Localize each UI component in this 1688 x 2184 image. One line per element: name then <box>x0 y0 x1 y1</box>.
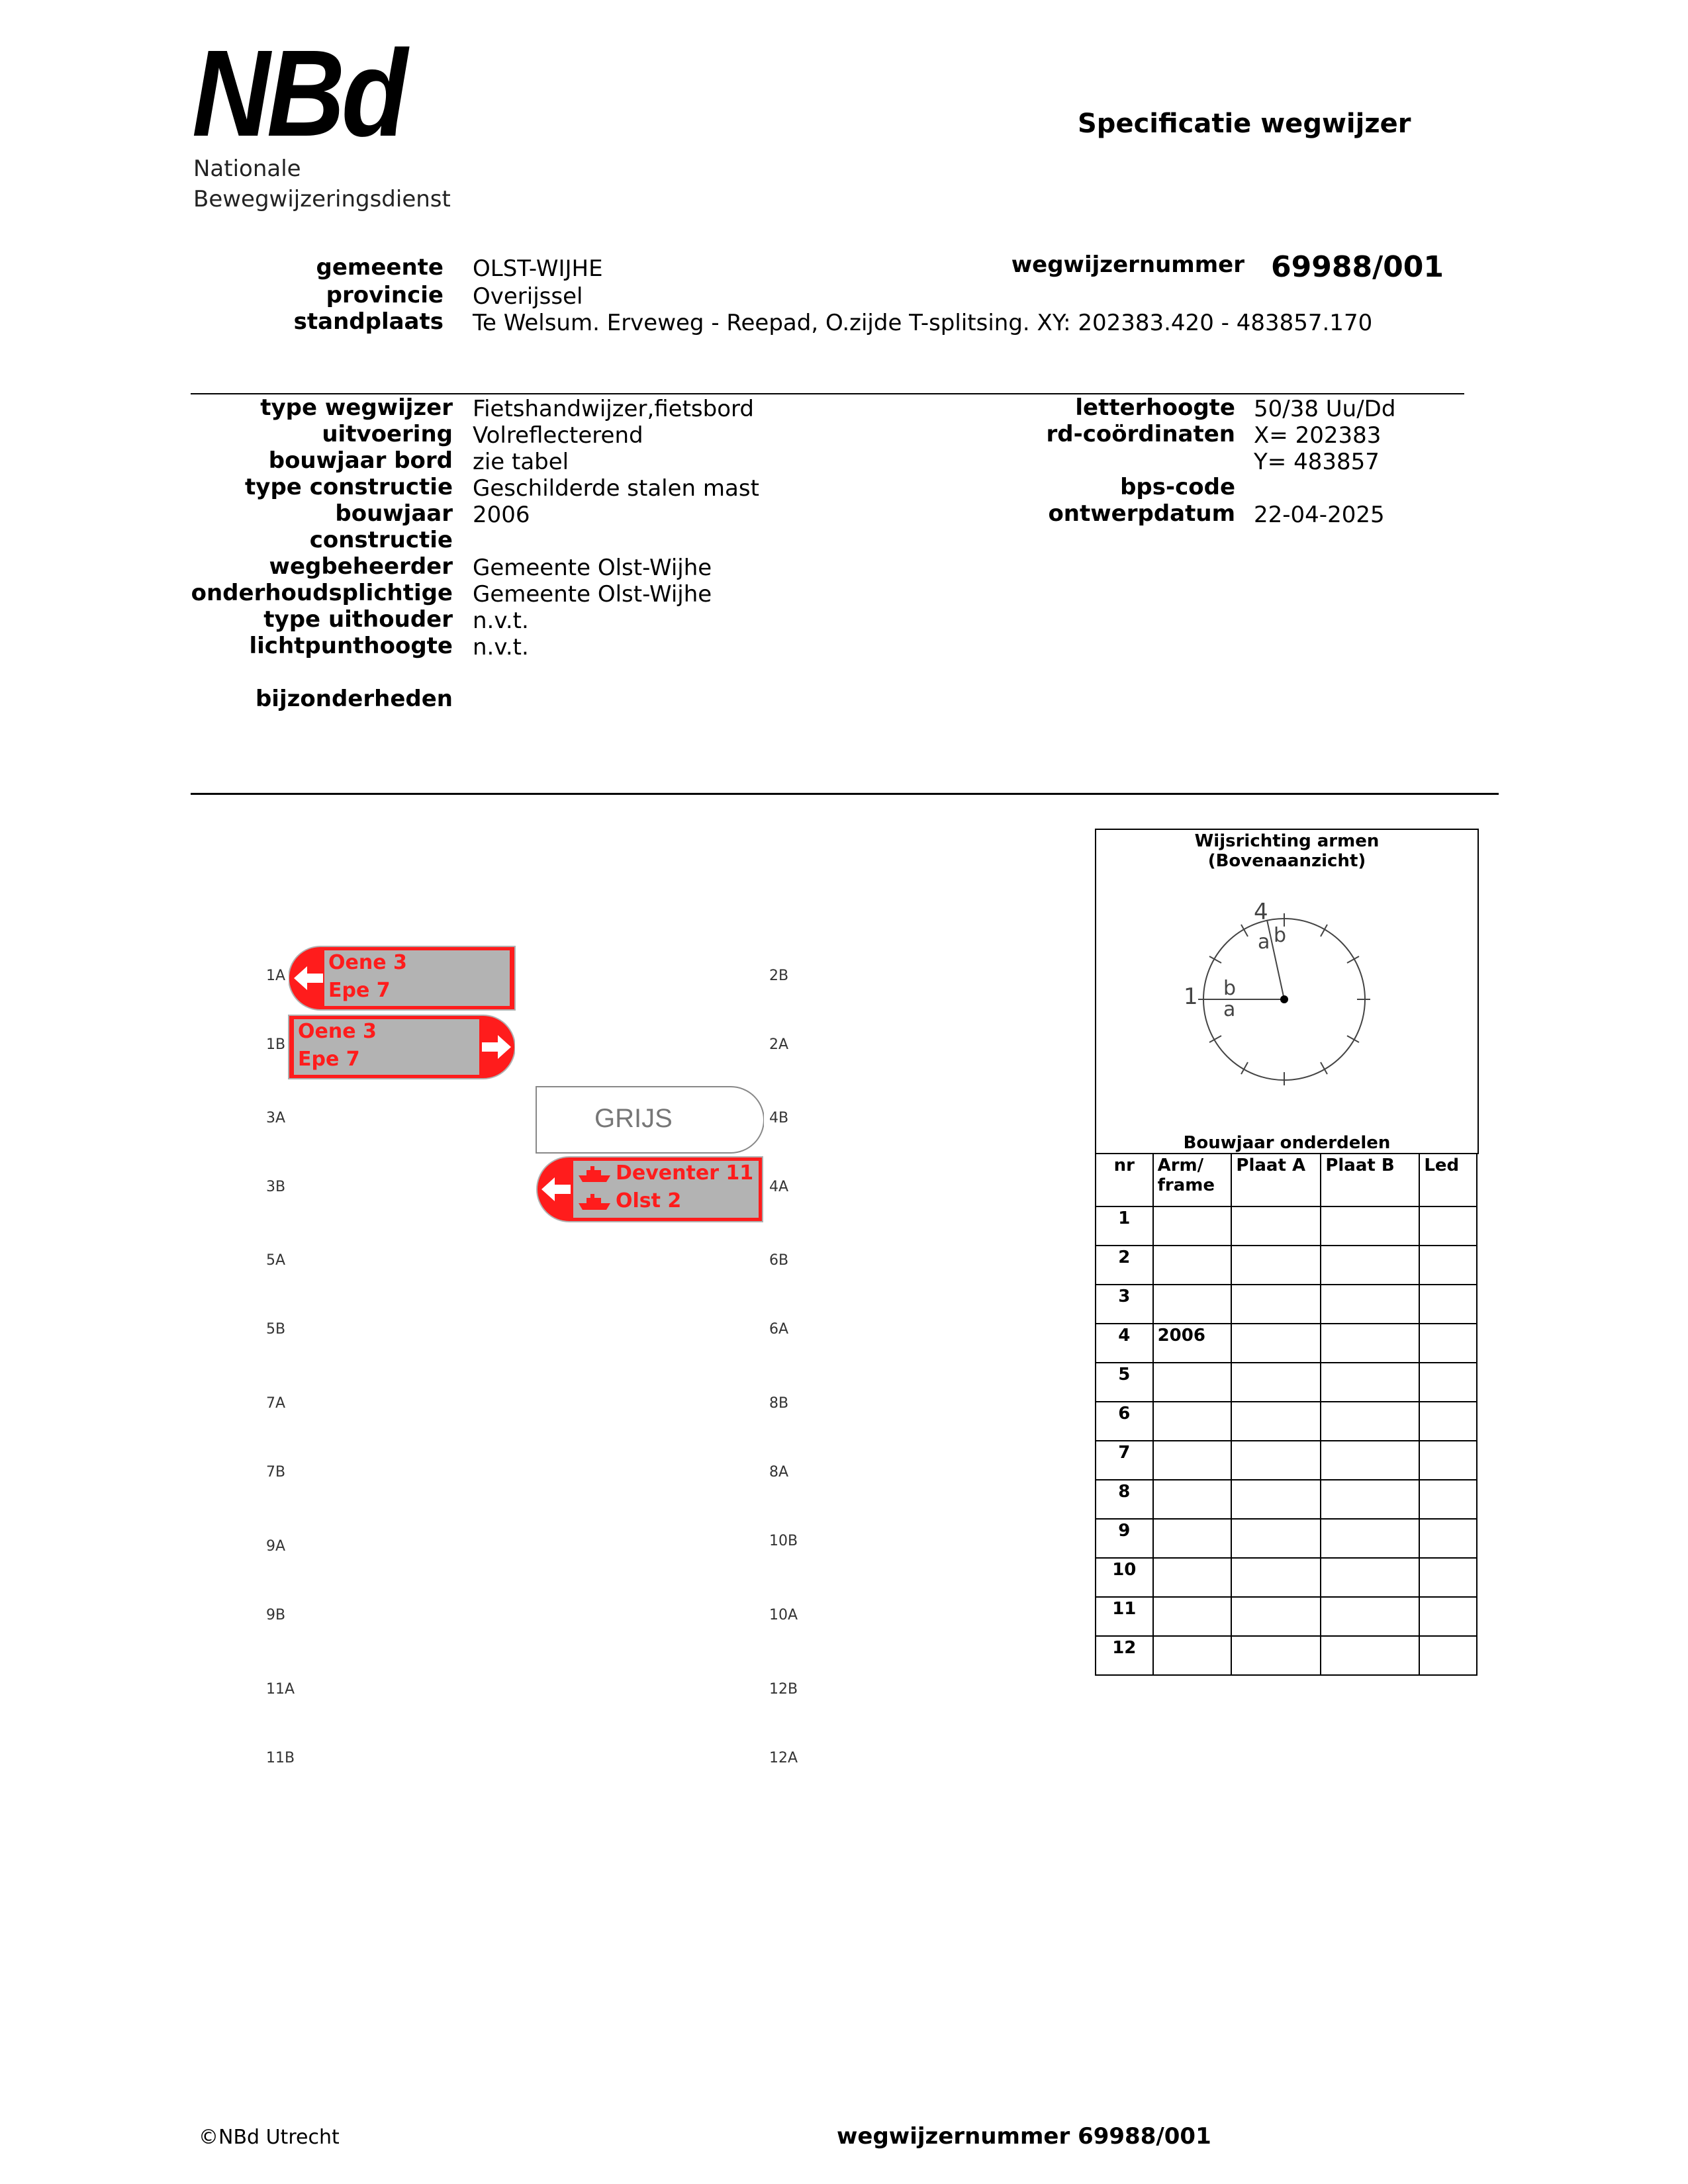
spec-value: n.v.t. <box>473 634 529 660</box>
position-label: 9A <box>266 1538 286 1555</box>
ferry-icon <box>577 1165 612 1183</box>
table-row <box>1096 1597 1477 1636</box>
table-cell <box>1419 1324 1477 1363</box>
table-row <box>1096 1480 1477 1519</box>
position-label: 9B <box>266 1607 286 1623</box>
position-label: 6A <box>769 1321 789 1338</box>
sign-destination: Deventer 11 <box>616 1161 754 1185</box>
table-row <box>1096 1558 1477 1597</box>
document-title: Specificatie wegwijzer <box>1078 109 1411 139</box>
arm-side-a: a <box>1258 931 1270 954</box>
footer-copyright: ©NBd Utrecht <box>199 2126 340 2149</box>
table-row <box>1096 1363 1477 1402</box>
position-label: 4A <box>769 1179 789 1195</box>
table-row <box>1096 1206 1477 1246</box>
provincie-value: Overijssel <box>473 283 583 310</box>
table-cell <box>1419 1636 1477 1675</box>
table-cell <box>1321 1519 1419 1558</box>
provincie-label: provincie <box>326 282 444 308</box>
arm-side-b: b <box>1274 924 1287 947</box>
position-label: 2B <box>769 968 789 984</box>
table-cell <box>1231 1402 1321 1441</box>
position-label: 10A <box>769 1607 798 1623</box>
table-cell <box>1419 1206 1477 1246</box>
gemeente-value: OLST-WIJHE <box>473 255 603 282</box>
spec-label: type wegwijzer <box>260 394 453 421</box>
position-label: 5B <box>266 1321 286 1338</box>
table-cell: 8 <box>1096 1480 1153 1519</box>
spec-label: constructie <box>309 527 453 553</box>
spec-value: zie tabel <box>473 449 569 475</box>
position-label: 11A <box>266 1681 295 1698</box>
position-label: 7A <box>266 1395 286 1412</box>
arm-number-4: 4 <box>1254 899 1268 925</box>
table-row <box>1096 1441 1477 1480</box>
sign-destination: Oene 3 <box>298 1020 377 1043</box>
logo-subtitle <box>193 154 451 214</box>
table-cell <box>1231 1206 1321 1246</box>
table-cell <box>1321 1558 1419 1597</box>
position-label: 1A <box>266 968 286 984</box>
spec-label: bps-code <box>1120 474 1235 500</box>
table-cell: 2 <box>1096 1246 1153 1285</box>
position-label: 4B <box>769 1110 789 1126</box>
grijs-label: GRIJS <box>594 1104 673 1133</box>
table-row <box>1096 1324 1477 1363</box>
position-label: 8A <box>769 1464 789 1480</box>
arm-side-b: b <box>1223 977 1237 1000</box>
spec-label: bouwjaar <box>335 500 453 527</box>
position-label: 7B <box>266 1464 286 1480</box>
sign-1a <box>289 945 516 1011</box>
position-label: 12B <box>769 1681 798 1698</box>
position-label: 11B <box>266 1750 295 1766</box>
table-cell <box>1321 1324 1419 1363</box>
table-cell: 11 <box>1096 1597 1153 1636</box>
table-cell <box>1321 1206 1419 1246</box>
table-cell <box>1419 1480 1477 1519</box>
ferry-icon <box>577 1193 612 1211</box>
table-cell <box>1321 1441 1419 1480</box>
gemeente-label: gemeente <box>316 254 444 281</box>
table-cell <box>1153 1519 1232 1558</box>
table-header: nr <box>1096 1154 1153 1206</box>
table-cell <box>1153 1597 1232 1636</box>
sign-1b <box>287 1014 515 1080</box>
table-cell <box>1153 1206 1232 1246</box>
arrow-left-icon <box>293 965 326 991</box>
table-cell <box>1419 1402 1477 1441</box>
wijsrichting-title-line1: Wijsrichting armen <box>1194 831 1380 851</box>
spec-label: lichtpunthoogte <box>249 633 453 659</box>
spec-label: type uithouder <box>263 606 453 633</box>
wijsrichting-title-line2: (Bovenaanzicht) <box>1207 851 1366 871</box>
spec-value: Volreflecterend <box>473 422 643 449</box>
table-cell <box>1231 1636 1321 1675</box>
table-header-row <box>1096 1154 1477 1206</box>
table-cell <box>1419 1246 1477 1285</box>
arrow-right-icon <box>479 1034 512 1060</box>
spec-value: 22-04-2025 <box>1254 502 1385 528</box>
table-cell <box>1419 1441 1477 1480</box>
position-label: 5A <box>266 1252 286 1269</box>
table-cell: 4 <box>1096 1324 1153 1363</box>
sign-destination: Epe 7 <box>328 979 391 1002</box>
logo-sub-line1: Nationale <box>193 156 301 182</box>
position-label: 3A <box>266 1110 286 1126</box>
table-cell <box>1231 1441 1321 1480</box>
position-label: 3B <box>266 1179 286 1195</box>
sign-destination: Epe 7 <box>298 1048 360 1071</box>
table-cell <box>1321 1480 1419 1519</box>
footer-wegwijzernummer: wegwijzernummer 69988/001 <box>837 2123 1211 2150</box>
spec-value: Gemeente Olst-Wijhe <box>473 555 712 581</box>
spec-value: Y= 483857 <box>1254 449 1380 475</box>
wijsrichting-box <box>1095 829 1479 1154</box>
table-row <box>1096 1519 1477 1558</box>
spec-value: X= 202383 <box>1254 422 1382 449</box>
table-row <box>1096 1246 1477 1285</box>
table-cell <box>1321 1363 1419 1402</box>
table-cell <box>1231 1480 1321 1519</box>
table-cell: 7 <box>1096 1441 1153 1480</box>
table-cell <box>1321 1597 1419 1636</box>
spec-label: onderhoudsplichtige <box>191 580 453 606</box>
table-cell: 1 <box>1096 1206 1153 1246</box>
table-cell <box>1419 1519 1477 1558</box>
wegwijzernummer-value: 69988/001 <box>1271 250 1444 284</box>
bouwjaar-title: Bouwjaar onderdelen <box>1183 1133 1391 1153</box>
table-row <box>1096 1285 1477 1324</box>
table-header: Plaat B <box>1321 1154 1419 1206</box>
table-cell <box>1153 1285 1232 1324</box>
logo-sub-line2: Bewegwijzeringsdienst <box>193 186 451 212</box>
table-cell <box>1231 1558 1321 1597</box>
sign-destination: Olst 2 <box>616 1189 682 1212</box>
table-cell: 5 <box>1096 1363 1153 1402</box>
table-cell <box>1231 1519 1321 1558</box>
spec-value: Fietshandwijzer,fietsbord <box>473 396 754 422</box>
bouwjaar-table <box>1095 1153 1477 1676</box>
wijsrichting-title <box>1096 831 1477 871</box>
spec-label: wegbeheerder <box>269 553 453 580</box>
table-cell <box>1231 1246 1321 1285</box>
arm-number-1: 1 <box>1184 983 1198 1010</box>
position-label: 10B <box>769 1533 798 1549</box>
spec-label: ontwerpdatum <box>1048 500 1235 527</box>
spec-label: bouwjaar bord <box>268 447 453 474</box>
table-cell <box>1231 1597 1321 1636</box>
table-cell <box>1153 1246 1232 1285</box>
table-cell: 2006 <box>1153 1324 1232 1363</box>
table-cell: 10 <box>1096 1558 1153 1597</box>
standplaats-label: standplaats <box>293 308 444 335</box>
wegwijzernummer-label: wegwijzernummer <box>1011 251 1244 278</box>
table-cell <box>1419 1285 1477 1324</box>
table-cell <box>1153 1480 1232 1519</box>
table-cell <box>1419 1597 1477 1636</box>
spec-label: letterhoogte <box>1075 394 1235 421</box>
standplaats-value: Te Welsum. Erveweg - Reepad, O.zijde T-splitsing. XY: 202383.420 - 483857.170 <box>473 310 1373 336</box>
spec-label: uitvoering <box>322 421 453 447</box>
spec-value: 50/38 Uu/Dd <box>1254 396 1396 422</box>
table-header: Arm/ frame <box>1153 1154 1232 1206</box>
spec-value: n.v.t. <box>473 608 529 634</box>
table-cell <box>1321 1636 1419 1675</box>
table-cell <box>1153 1636 1232 1675</box>
table-cell <box>1321 1402 1419 1441</box>
table-cell <box>1153 1402 1232 1441</box>
spec-value: 2006 <box>473 502 530 528</box>
arrow-left-icon <box>540 1176 573 1203</box>
table-header: Led <box>1419 1154 1477 1206</box>
table-cell <box>1231 1324 1321 1363</box>
arm-side-a: a <box>1223 998 1236 1021</box>
spec-label: type constructie <box>245 474 453 500</box>
table-cell: 9 <box>1096 1519 1153 1558</box>
table-cell: 3 <box>1096 1285 1153 1324</box>
position-label: 1B <box>266 1036 286 1053</box>
sign-4a <box>536 1156 764 1223</box>
spec-value: Geschilderde stalen mast <box>473 475 759 502</box>
table-cell <box>1321 1246 1419 1285</box>
bijzonderheden-label: bijzonderheden <box>255 686 453 712</box>
sign-4b-grijs <box>535 1085 764 1154</box>
sign-destination: Oene 3 <box>328 951 407 974</box>
table-cell <box>1419 1363 1477 1402</box>
table-cell <box>1419 1558 1477 1597</box>
table-row <box>1096 1636 1477 1675</box>
table-cell <box>1231 1363 1321 1402</box>
table-cell: 12 <box>1096 1636 1153 1675</box>
divider-bottom <box>191 793 1499 795</box>
spec-label: rd-coördinaten <box>1046 421 1235 447</box>
table-cell <box>1321 1285 1419 1324</box>
position-label: 8B <box>769 1395 789 1412</box>
position-label: 2A <box>769 1036 789 1053</box>
nbd-logo: NBd <box>192 25 404 162</box>
table-cell <box>1231 1285 1321 1324</box>
position-label: 12A <box>769 1750 798 1766</box>
spec-value: Gemeente Olst-Wijhe <box>473 581 712 608</box>
table-header: Plaat A <box>1231 1154 1321 1206</box>
table-cell: 6 <box>1096 1402 1153 1441</box>
compass-diagram <box>1096 889 1477 1141</box>
table-cell <box>1153 1441 1232 1480</box>
table-row <box>1096 1402 1477 1441</box>
table-cell <box>1153 1363 1232 1402</box>
table-cell <box>1153 1558 1232 1597</box>
position-label: 6B <box>769 1252 789 1269</box>
